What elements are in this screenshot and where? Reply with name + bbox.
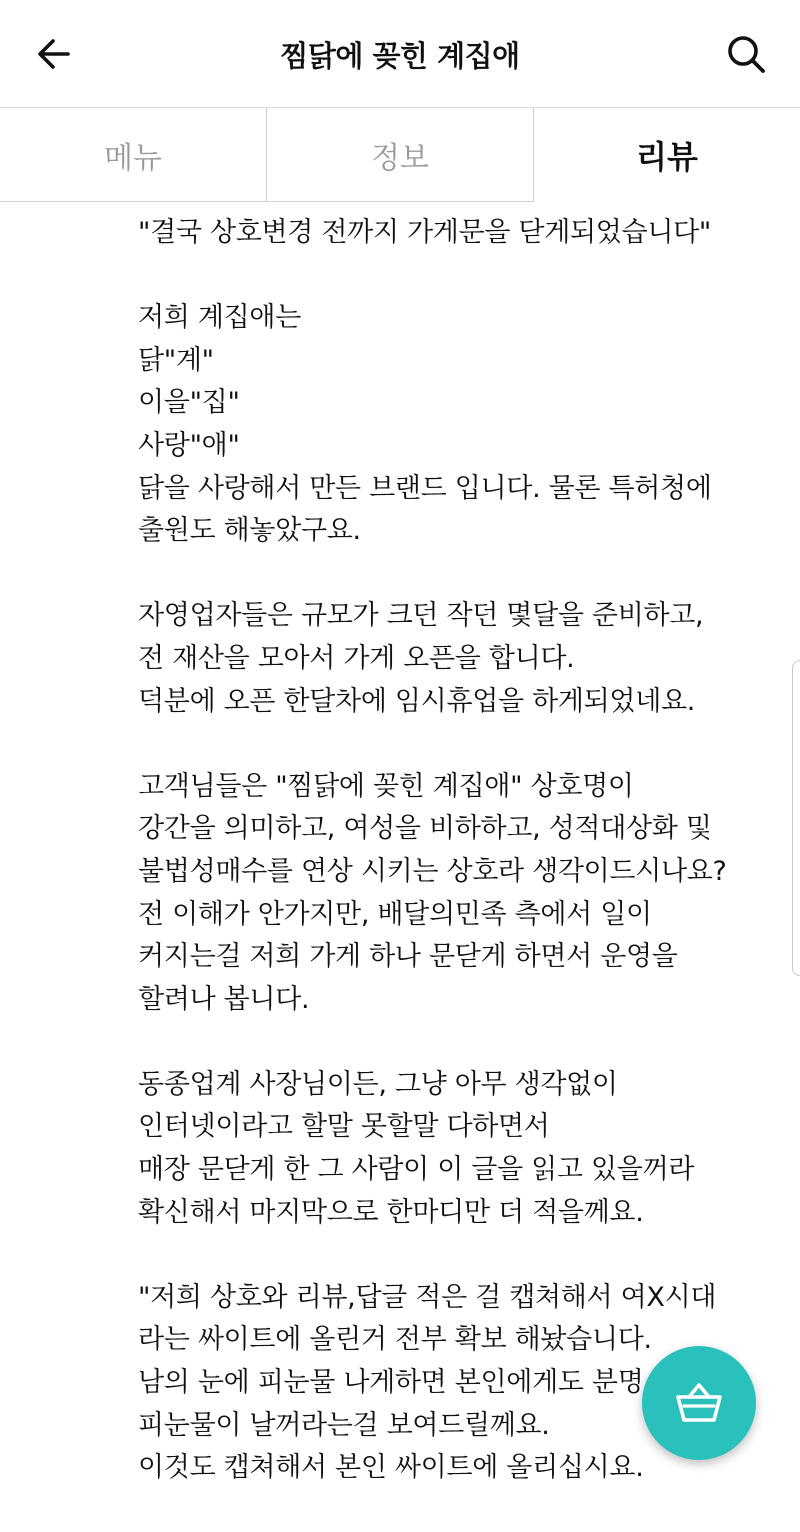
review-line: "저희 상호와 리뷰,답글 적은 걸 캡쳐해서 여X시대 (138, 1281, 717, 1313)
tab-menu[interactable]: 메뉴 (0, 108, 266, 202)
search-icon (725, 33, 767, 75)
review-line: 강간을 의미하고, 여성을 비하하고, 성적대상화 및 (138, 813, 712, 845)
review-line: 전 재산을 모아서 가게 오픈을 합니다. (138, 642, 575, 674)
review-line: 닭"계" (138, 344, 214, 376)
cart-button[interactable] (642, 1346, 756, 1460)
tab-info[interactable]: 정보 (266, 108, 533, 202)
review-line: 덕분에 오픈 한달차에 임시휴업을 하게되었네요. (138, 685, 696, 717)
review-line: 고객님들은 "찜닭에 꽂힌 계집애" 상호명이 (138, 770, 634, 802)
review-line: 출원도 해놓았구요. (138, 515, 361, 547)
review-line: 불법성매수를 연상 시키는 상호라 생각이드시나요? (138, 855, 727, 887)
tab-bar (0, 108, 800, 202)
review-paragraph (138, 1064, 778, 1234)
arrow-left-icon (34, 34, 74, 74)
review-line: "결국 상호변경 전까지 가게문을 닫게되었습니다" (138, 217, 712, 248)
review-line: 이을"집" (138, 387, 240, 419)
review-line: 라는 싸이트에 올린거 전부 확보 해놨습니다. (138, 1324, 652, 1356)
review-line: 자영업자들은 규모가 크던 작던 몇달을 준비하고, (138, 600, 704, 632)
review-line: 이것도 캡쳐해서 본인 싸이트에 올리십시요. (138, 1452, 644, 1484)
top-bar (0, 0, 800, 108)
basket-icon (673, 1377, 725, 1429)
review-line: 저희 계집애는 (138, 302, 301, 334)
page-title: 찜닭에 꽂힌 계집애 (280, 38, 520, 73)
review-line: 닭을 사랑해서 만든 브랜드 입니다. 물론 특허청에 (138, 472, 712, 504)
review-line: 피눈물이 날꺼라는걸 보여드릴께요. (138, 1409, 550, 1441)
review-paragraph (138, 212, 778, 255)
scroll-handle[interactable] (792, 660, 800, 976)
review-line: 사랑"애" (138, 429, 240, 461)
review-line: 할려나 봅니다. (138, 983, 310, 1015)
review-paragraph (138, 297, 778, 553)
review-line: 동종업계 사장님이든, 그냥 아무 생각없이 (138, 1068, 618, 1100)
review-line: 커지는걸 저희 가게 하나 문닫게 하면서 운영을 (138, 941, 678, 973)
tab-reviews[interactable]: 리뷰 (533, 108, 800, 202)
review-paragraph (138, 766, 778, 1022)
review-paragraph (138, 595, 778, 723)
search-button[interactable] (722, 30, 770, 78)
review-line: 매장 문닫게 한 그 사람이 이 글을 읽고 있을꺼라 (138, 1154, 695, 1186)
review-line: 전 이해가 안가지만, 배달의민족 측에서 일이 (138, 898, 652, 930)
review-content (138, 212, 778, 1532)
review-line: 확신해서 마지막으로 한마디만 더 적을께요. (138, 1196, 644, 1228)
review-line: 인터넷이라고 할말 못할말 다하면서 (138, 1111, 550, 1143)
back-button[interactable] (30, 30, 78, 78)
review-line: 남의 눈에 피눈물 나게하면 본인에게도 분명 (138, 1367, 644, 1399)
